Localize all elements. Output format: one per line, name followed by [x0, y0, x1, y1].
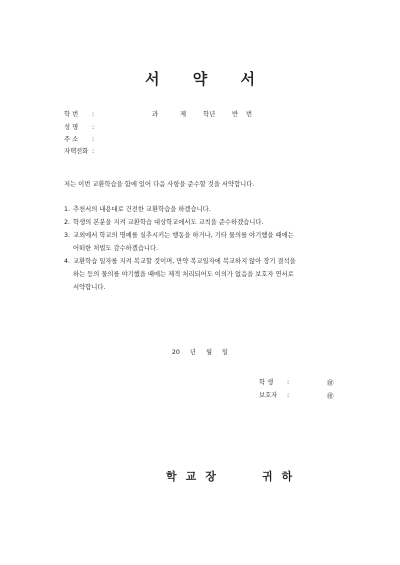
class-grade: 학년 — [203, 111, 216, 118]
pledge-number: 2. — [64, 219, 71, 226]
seal-icon: ㊞ — [327, 379, 334, 387]
document-title: 서 약 서 — [145, 70, 269, 88]
pledge-text: 교외에서 학교의 명예를 실추시키는 행동을 하거나, 기타 물의를 야기했을 때에는 — [73, 232, 294, 239]
field-home-phone — [64, 148, 98, 156]
pledge-number: 3. — [64, 232, 71, 239]
date-day: 일 — [222, 349, 229, 356]
class-class: 반 — [232, 111, 239, 118]
field-name — [64, 124, 98, 132]
field-colon: : — [92, 148, 95, 155]
pledge-text: 교환학습 일자를 지켜 복교할 것이며, 만약 복교일자에 복교하지 않아 장기 결석을 — [73, 258, 296, 265]
pledge-text: 하는 등의 물의를 야기했을 때에는 제적 처리되어도 이의가 없음을 보호자 연서로 — [73, 271, 294, 278]
pledge-number: 1. — [64, 206, 71, 213]
pledge-item — [64, 203, 296, 216]
field-label: 자택전화 — [64, 148, 89, 155]
date-line — [0, 347, 400, 356]
intro-statement: 저는 이번 교환학습을 함에 있어 다음 사항을 준수할 것을 서약합니다. — [64, 181, 255, 188]
field-label: 성 명 — [64, 124, 79, 131]
pledge-text: 학생의 본분을 지켜 교환학습 대상학교에서도 교칙을 준수하겠습니다. — [73, 219, 264, 226]
date-year: 년 — [189, 349, 196, 356]
pledge-list — [64, 203, 296, 294]
seal-icon: ㊞ — [327, 392, 334, 400]
class-year: 제 — [180, 111, 187, 118]
pledge-item — [64, 216, 296, 229]
pledge-text: 서약합니다. — [73, 284, 106, 291]
pledge-text: 어떠한 처벌도 감수하겠습니다. — [73, 245, 159, 252]
field-colon: : — [92, 111, 95, 118]
pledge-text: 추천서의 내용대로 건전한 교환학습을 하겠습니다. — [73, 206, 211, 213]
signer-colon: : — [287, 392, 290, 399]
addressee-honorific: 귀하 — [262, 470, 302, 483]
field-label: 학 번 — [64, 111, 79, 118]
class-number: 번 — [246, 111, 253, 118]
pledge-item — [64, 229, 296, 255]
field-colon: : — [92, 136, 95, 143]
class-dept: 과 — [152, 111, 159, 118]
field-address — [64, 136, 98, 144]
pledge-number: 4. — [64, 258, 71, 265]
field-colon: : — [92, 124, 95, 131]
field-label: 주 소 — [64, 136, 79, 143]
signer-guardian — [259, 392, 289, 400]
signer-label: 보호자 — [259, 392, 278, 399]
signer-colon: : — [287, 379, 290, 386]
date-month: 월 — [205, 349, 213, 356]
pledge-item — [64, 255, 296, 294]
field-student-number — [64, 111, 98, 119]
signer-student — [259, 379, 289, 387]
signer-label: 학 생 — [259, 379, 274, 386]
addressee-school: 학교장 — [166, 470, 225, 483]
date-year-prefix: 20 — [171, 349, 180, 356]
